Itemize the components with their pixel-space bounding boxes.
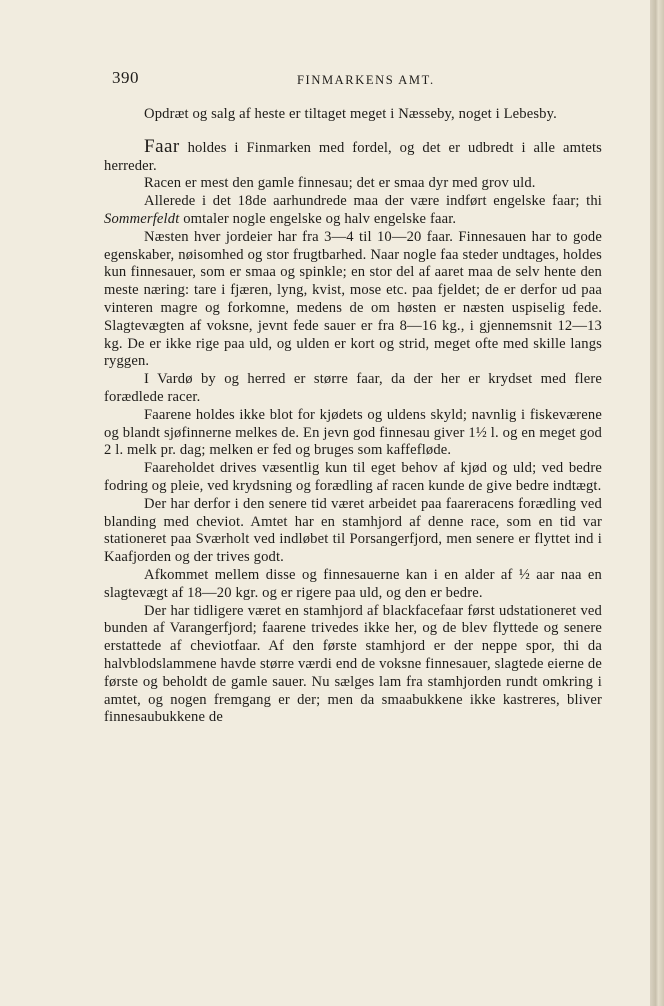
paragraph-breed: Racen er mest den gamle finnesau; det er smaa dyr med grov uld. <box>144 175 536 192</box>
paragraph-sheep-intro-text: holdes i Finmarken med fordel, og det er udbredt i alle amtets herreder. <box>104 139 602 174</box>
running-head: FINMARKENS AMT. <box>297 73 435 87</box>
body-text <box>104 106 602 727</box>
page-number: 390 <box>112 68 139 87</box>
paragraph-english-sheep-before: Allerede i det 18de aarhundrede maa der være indført engelske faar; thi <box>144 193 602 210</box>
paragraph-vardo: I Vardø by og herred er større faar, da der her er krydset med flere forædlede racer. <box>104 371 602 405</box>
paragraph-flock-size: Næsten hver jordeier har fra 3—4 til 10—20 faar. Finnesauen har to gode egenskaber, nøisomhed og stor frugtbarhed. Naar nogle faa steder undtages, holdes kun finnesauer, som er smaa og spinkle; en stor del af aaret maa de selv hente den meste næring: tare i fjæren, lyng, kvist, mose etc. paa fjeldet; de er derfor ud paa vinteren magre og forkomne, medens de om høsten er næsten uspiselig fede. Slagtevægten af voksne, jevnt fede sauer er fra 8—16 kg., i gjennemsnit 12—13 kg. De er ikke rige paa uld, og ulden er kort og strid, meget ofte med skille langs ryggen. <box>104 228 602 370</box>
paragraph-horse-trade: Opdræt og salg af heste er tiltaget meget i Næsseby, noget i Lebesby. <box>144 106 557 122</box>
paragraph-blackface: Der har tidligere været en stamhjord af blackfacefaar først udstationeret ved bunden af Varangerfjord; faarene trivedes ikke her, og de blev flyttede og senere erstattede af cheviotfaar. Af den første stamhjord er der neppe spor, thi da halvblodslammene havde større værdi end de voksne finnesauer, slagtede eierne de første og beholdt de gamle sauer. Nu sælges lam fra stamhjorden rundt omkring i amtet, og nogen fremgang er der; men da smaabukkene ikke kastreres, bliver finnesaubukkene de <box>104 602 602 726</box>
section-lead-word: Faar <box>144 135 180 157</box>
paragraph-milking: Faarene holdes ikke blot for kjødets og uldens skyld; navnlig i fiskeværene og blandt sjøfinnerne melkes de. En jevn god finnesau giver 1½ l. og en meget god 2 l. melk pr. dag; melken er fed og bruges som kaffefløde. <box>104 406 602 459</box>
paragraph-cheviot: Der har derfor i den senere tid været arbeidet paa faareracens forædling ved blanding med cheviot. Amtet har en stamhjord af denne race, som en tid var stationeret paa Sværholt ved indløbet til Porsangerfjord, men senere er flyttet ind i Kaafjorden og der trives godt. <box>104 495 602 566</box>
paragraph-offspring: Afkommet mellem disse og finnesauerne kan i en alder af ½ aar naa en slagtevægt af 18—20 kgr. og er rigere paa uld, og den er bedre. <box>104 566 602 601</box>
paragraph-english-sheep-after: omtaler nogle engelske og halv engelske faar. <box>179 210 457 227</box>
paragraph-husbandry: Faareholdet drives væsentlig kun til eget behov af kjød og uld; ved bedre fodring og pleie, ved krydsning og forædling af racen kunde de give bedre indtægt. <box>104 460 602 494</box>
author-name: Sommerfeldt <box>104 210 180 227</box>
paragraph-sheep-intro <box>104 135 602 176</box>
paragraph-english-sheep <box>104 193 602 229</box>
page-header <box>112 68 602 92</box>
page-edge <box>650 0 664 1006</box>
